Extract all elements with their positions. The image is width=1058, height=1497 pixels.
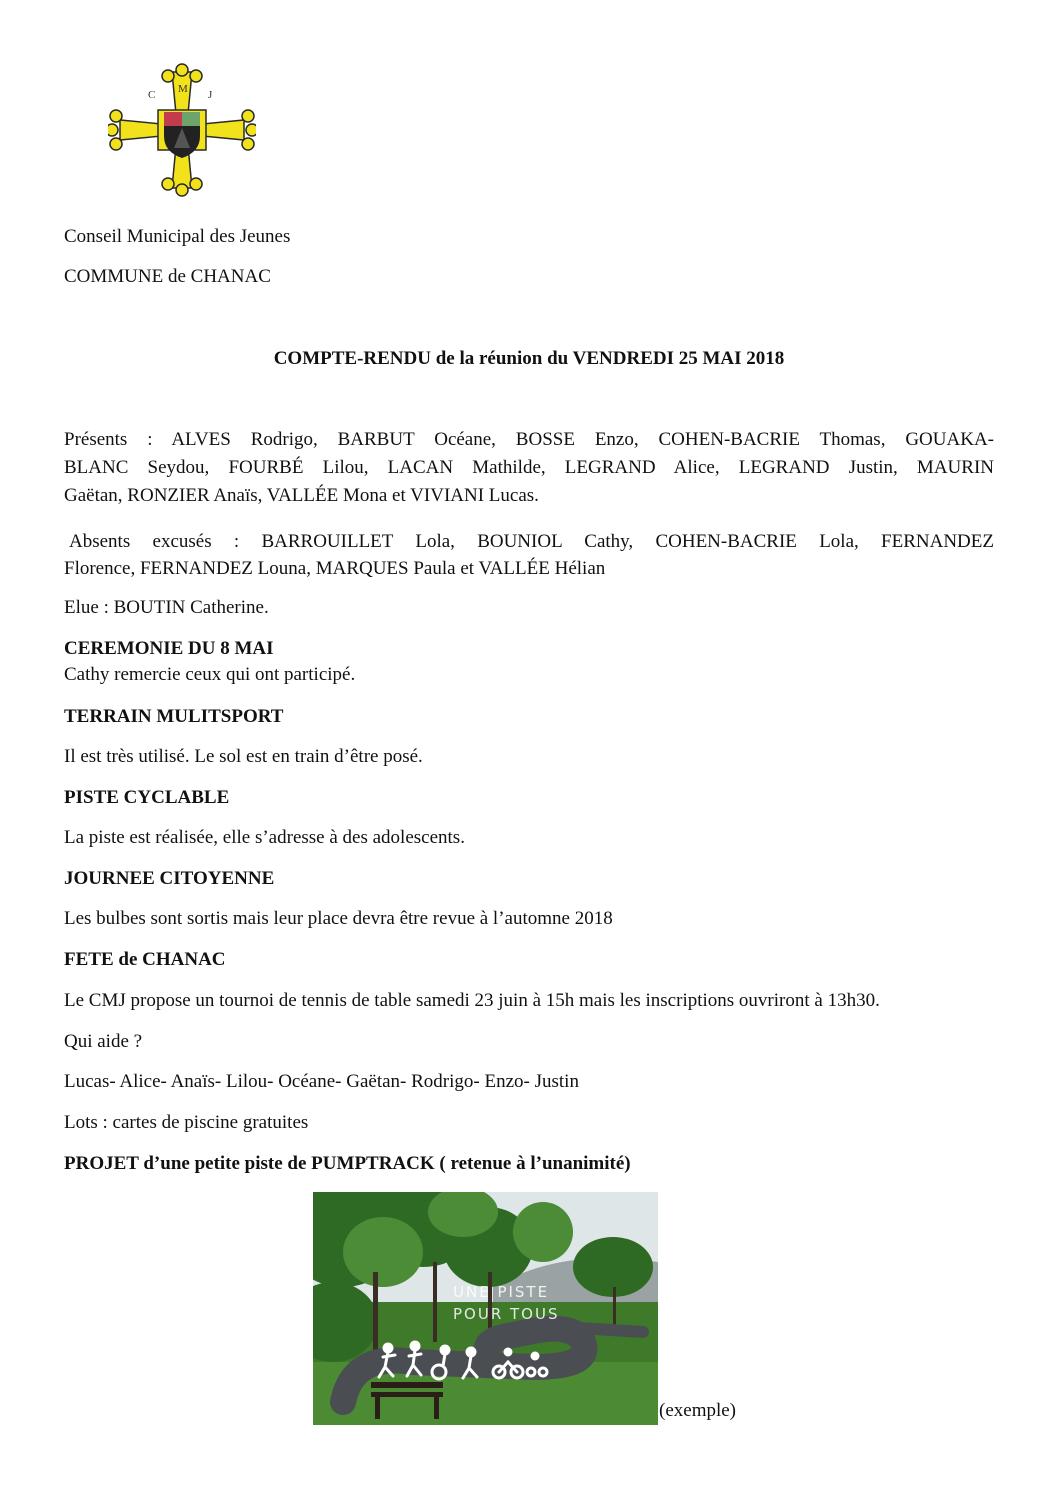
photo-overlay-line-2: POUR TOUS (453, 1305, 560, 1323)
section-heading-terrain: TERRAIN MULITSPORT (64, 706, 284, 727)
section-text-fete: Le CMJ propose un tournoi de tennis de table samedi 23 juin à 15h mais les inscriptions ouvriront à 13h30. (64, 990, 880, 1011)
fete-helpers: Lucas- Alice- Anaïs- Lilou- Océane- Gaëtan- Rodrigo- Enzo- Justin (64, 1071, 579, 1092)
elue-line: Elue : BOUTIN Catherine. (64, 597, 269, 618)
photo-caption: (exemple) (659, 1400, 737, 1421)
cmj-logo (108, 62, 256, 198)
section-text-journee: Les bulbes sont sortis mais leur place devra être revue à l’automne 2018 (64, 908, 613, 929)
logo-letter-c: C (148, 89, 156, 101)
logo-letter-j: J (208, 89, 213, 101)
fete-lots: Lots : cartes de piscine gratuites (64, 1112, 309, 1133)
presents-line-2: BLANC Seydou, FOURBÉ Lilou, LACAN Mathilde, LEGRAND Alice, LEGRAND Justin, MAURIN (64, 457, 994, 478)
commune-name: COMMUNE de CHANAC (64, 266, 271, 287)
presents-line-3: Gaëtan, RONZIER Anaïs, VALLÉE Mona et VIVIANI Lucas. (64, 485, 539, 506)
section-heading-journee: JOURNEE CITOYENNE (64, 868, 275, 889)
absents-line-2: Florence, FERNANDEZ Louna, MARQUES Paula et VALLÉE Hélian (64, 558, 606, 579)
section-heading-piste: PISTE CYCLABLE (64, 787, 230, 808)
photo-overlay-line-1: UNE PISTE (453, 1283, 550, 1301)
org-name: Conseil Municipal des Jeunes (64, 226, 291, 247)
section-text-piste: La piste est réalisée, elle s’adresse à des adolescents. (64, 827, 465, 848)
page-title: COMPTE-RENDU de la réunion du VENDREDI 25 MAI 2018 (273, 348, 785, 369)
pumptrack-photo (313, 1192, 658, 1425)
section-heading-ceremonie: CEREMONIE DU 8 MAI (64, 638, 274, 659)
logo-letter-m: M (178, 83, 188, 95)
absents-line-1: Absents excusés : BARROUILLET Lola, BOUNIOL Cathy, COHEN-BACRIE Lola, FERNANDEZ (69, 531, 994, 552)
presents-line-1: Présents : ALVES Rodrigo, BARBUT Océane, BOSSE Enzo, COHEN-BACRIE Thomas, GOUAKA- (64, 429, 994, 450)
section-heading-fete: FETE de CHANAC (64, 949, 226, 970)
section-text-terrain: Il est très utilisé. Le sol est en train d’être posé. (64, 746, 423, 767)
fete-question: Qui aide ? (64, 1031, 143, 1052)
section-heading-projet: PROJET d’une petite piste de PUMPTRACK ( retenue à l’unanimité) (64, 1153, 631, 1174)
section-text-ceremonie: Cathy remercie ceux qui ont participé. (64, 664, 356, 685)
